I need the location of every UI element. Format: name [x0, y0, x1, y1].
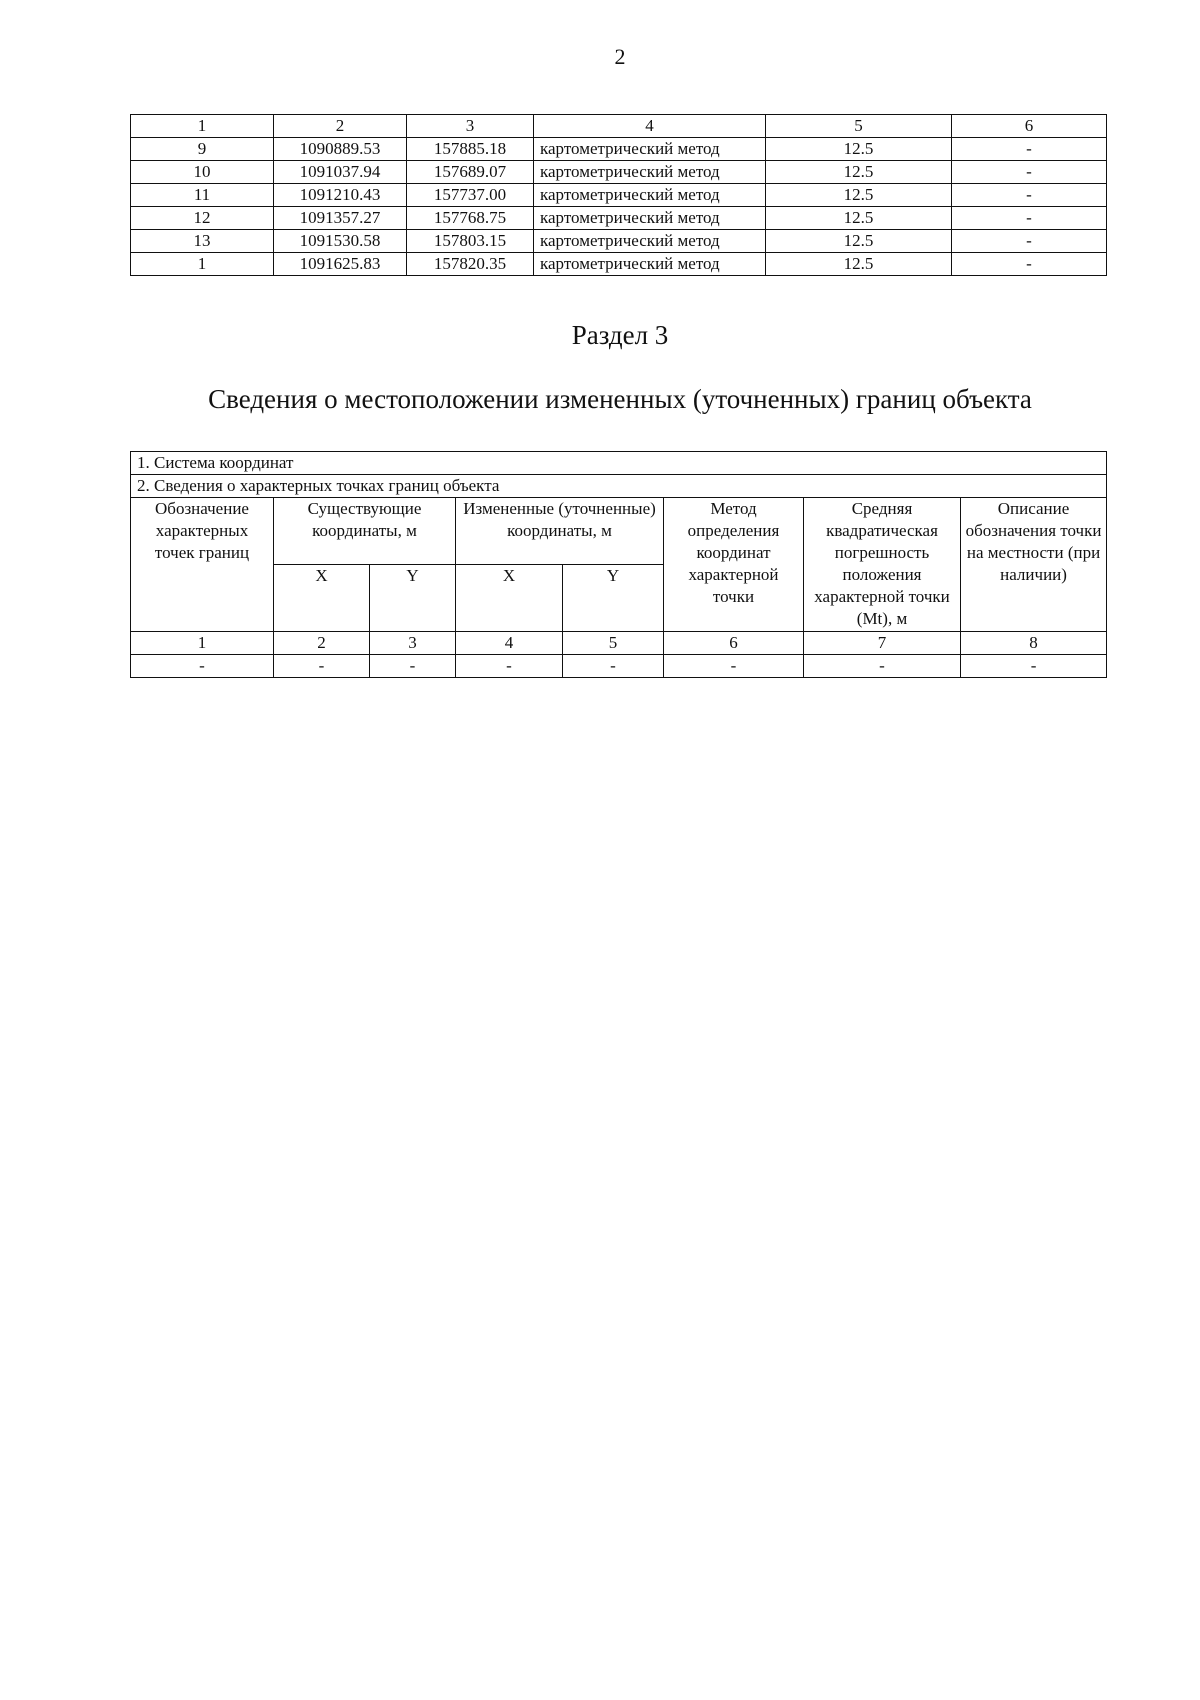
- table-row: [131, 655, 1107, 678]
- index-cell: 8: [961, 632, 1107, 655]
- data-cell: -: [370, 655, 456, 678]
- points-info-cell: 2. Сведения о характерных точках границ объекта: [131, 475, 1107, 498]
- x-coordinate-cell: 1091210.43: [274, 184, 407, 207]
- method-cell: картометрический метод: [534, 207, 766, 230]
- changed-coordinates-header: Измененные (уточненные) координаты, м: [456, 498, 664, 565]
- method-cell: картометрический метод: [534, 184, 766, 207]
- designation-header: Обозначение характерных точек границ: [131, 498, 274, 632]
- description-cell: -: [952, 161, 1107, 184]
- table-row: [131, 184, 1107, 207]
- point-id-cell: 1: [131, 253, 274, 276]
- changed-y-header: Y: [563, 565, 664, 632]
- header-cell: 5: [766, 115, 952, 138]
- description-cell: -: [952, 230, 1107, 253]
- index-cell: 6: [664, 632, 804, 655]
- table-row: [131, 207, 1107, 230]
- method-cell: картометрический метод: [534, 161, 766, 184]
- y-coordinate-cell: 157689.07: [407, 161, 534, 184]
- changed-boundaries-table: [130, 451, 1107, 678]
- x-coordinate-cell: 1090889.53: [274, 138, 407, 161]
- index-cell: 3: [370, 632, 456, 655]
- index-cell: 1: [131, 632, 274, 655]
- index-cell: 2: [274, 632, 370, 655]
- error-cell: 12.5: [766, 253, 952, 276]
- existing-coordinates-header: Существующие координаты, м: [274, 498, 456, 565]
- description-cell: -: [952, 184, 1107, 207]
- existing-y-header: Y: [370, 565, 456, 632]
- point-id-cell: 11: [131, 184, 274, 207]
- y-coordinate-cell: 157820.35: [407, 253, 534, 276]
- index-cell: 7: [804, 632, 961, 655]
- table-row: [131, 161, 1107, 184]
- description-cell: -: [952, 138, 1107, 161]
- index-cell: 4: [456, 632, 563, 655]
- existing-x-header: X: [274, 565, 370, 632]
- description-header: Описание обозначения точки на местности (при наличии): [961, 498, 1107, 632]
- column-index-row: [131, 632, 1107, 655]
- section-number: Раздел 3: [571, 320, 669, 350]
- header-cell: 2: [274, 115, 407, 138]
- description-cell: -: [952, 207, 1107, 230]
- y-coordinate-cell: 157803.15: [407, 230, 534, 253]
- y-coordinate-cell: 157885.18: [407, 138, 534, 161]
- data-cell: -: [804, 655, 961, 678]
- table-row: [131, 138, 1107, 161]
- data-cell: -: [131, 655, 274, 678]
- point-id-cell: 10: [131, 161, 274, 184]
- points-info-row: [131, 475, 1107, 498]
- data-cell: -: [563, 655, 664, 678]
- point-id-cell: 13: [131, 230, 274, 253]
- error-cell: 12.5: [766, 161, 952, 184]
- coordinate-system-row: [131, 452, 1107, 475]
- data-cell: -: [961, 655, 1107, 678]
- header-cell: 4: [534, 115, 766, 138]
- error-cell: 12.5: [766, 184, 952, 207]
- method-cell: картометрический метод: [534, 138, 766, 161]
- header-cell: 6: [952, 115, 1107, 138]
- error-cell: 12.5: [766, 138, 952, 161]
- x-coordinate-cell: 1091530.58: [274, 230, 407, 253]
- method-cell: картометрический метод: [534, 230, 766, 253]
- index-cell: 5: [563, 632, 664, 655]
- error-cell: 12.5: [766, 207, 952, 230]
- table-header-row: [131, 498, 1107, 565]
- table-header-row: [131, 115, 1107, 138]
- method-cell: картометрический метод: [534, 253, 766, 276]
- y-coordinate-cell: 157737.00: [407, 184, 534, 207]
- x-coordinate-cell: 1091357.27: [274, 207, 407, 230]
- table-row: [131, 230, 1107, 253]
- header-cell: 1: [131, 115, 274, 138]
- coordinate-system-cell: 1. Система координат: [131, 452, 1107, 475]
- section-title: Сведения о местоположении измененных (уточненных) границ объекта: [208, 384, 1032, 414]
- point-id-cell: 9: [131, 138, 274, 161]
- page-number: 2: [614, 44, 626, 69]
- x-coordinate-cell: 1091625.83: [274, 253, 407, 276]
- y-coordinate-cell: 157768.75: [407, 207, 534, 230]
- method-header: Метод определения координат характерной точки: [664, 498, 804, 632]
- point-id-cell: 12: [131, 207, 274, 230]
- error-header: Средняя квадратическая погрешность положения характерной точки (Mt), м: [804, 498, 961, 632]
- data-cell: -: [274, 655, 370, 678]
- changed-x-header: X: [456, 565, 563, 632]
- description-cell: -: [952, 253, 1107, 276]
- data-cell: -: [456, 655, 563, 678]
- x-coordinate-cell: 1091037.94: [274, 161, 407, 184]
- table-row: [131, 253, 1107, 276]
- header-cell: 3: [407, 115, 534, 138]
- data-cell: -: [664, 655, 804, 678]
- error-cell: 12.5: [766, 230, 952, 253]
- coordinates-table: [130, 114, 1107, 276]
